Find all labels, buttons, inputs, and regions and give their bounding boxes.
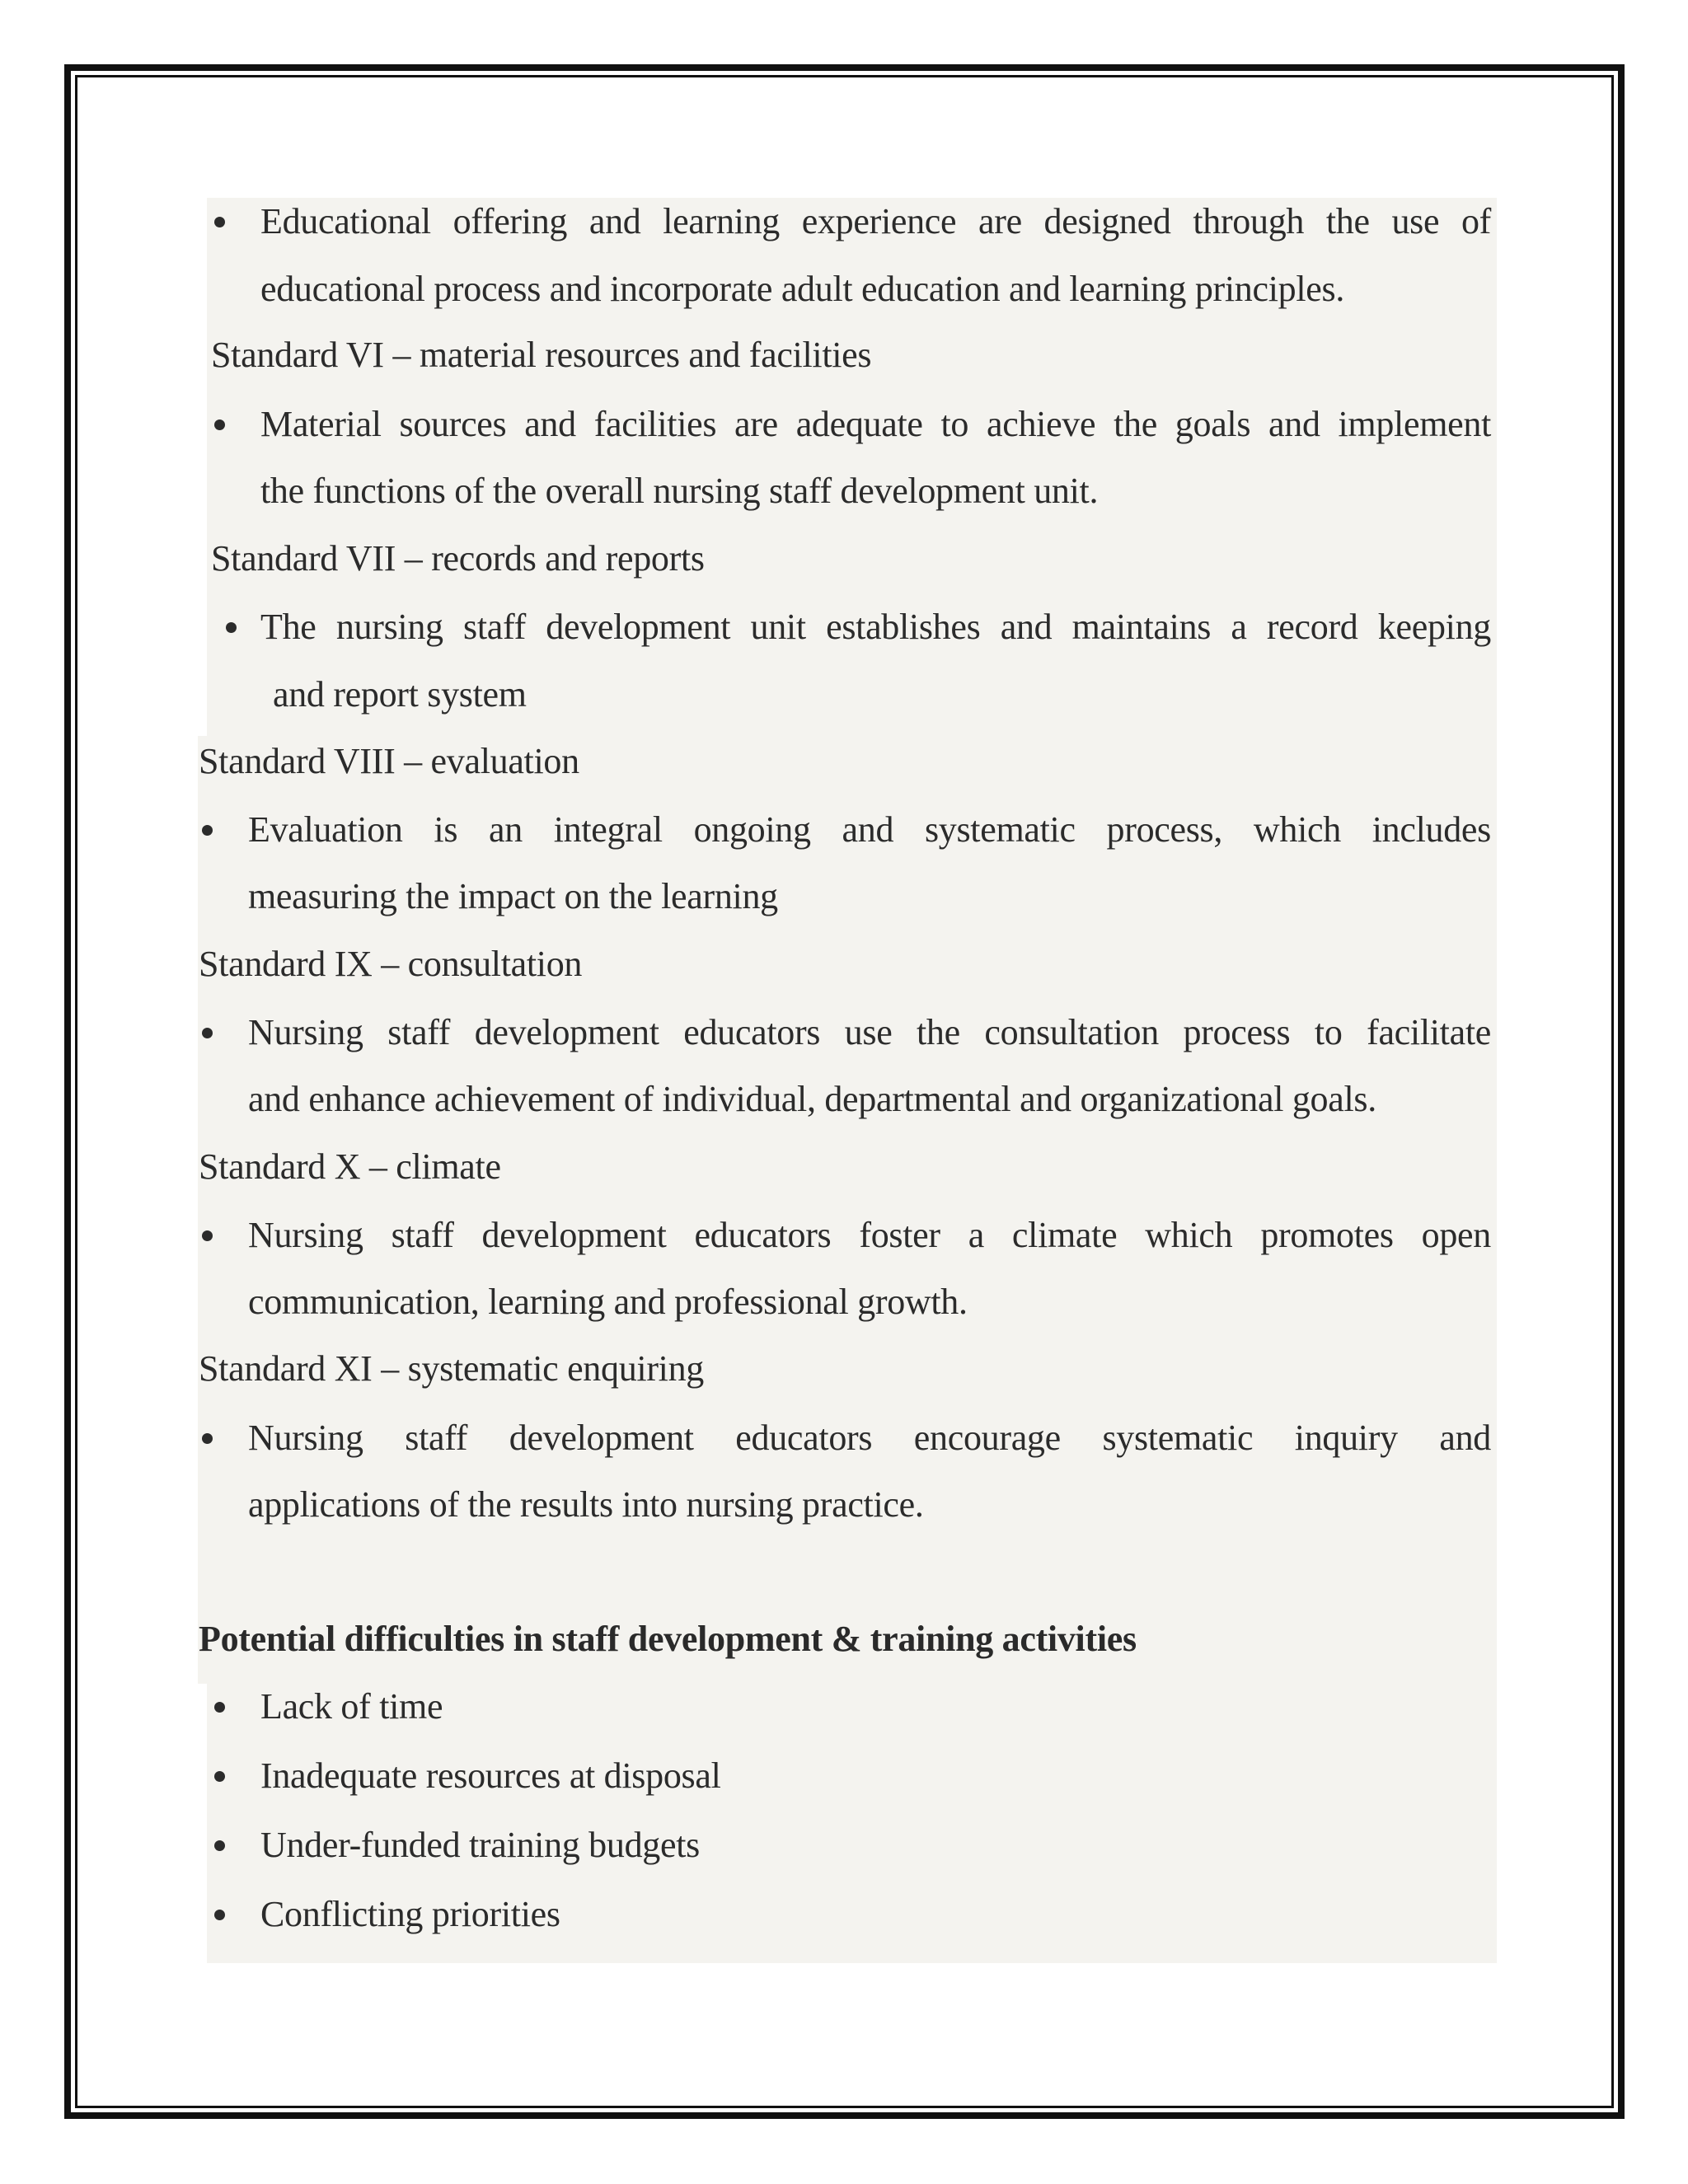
standard-heading: Standard XI – systematic enquiring — [199, 1348, 704, 1389]
standard-heading: Standard X – climate — [199, 1146, 501, 1187]
bullet-icon — [202, 825, 213, 836]
standard-heading: Standard VII – records and reports — [211, 538, 705, 579]
standard-heading: Standard IX – consultation — [199, 944, 583, 984]
bullet-icon — [214, 1840, 225, 1851]
standard-heading: Standard VI – material resources and facilities — [211, 335, 872, 375]
bullet-icon — [214, 419, 225, 430]
list-item-line: Nursing staff development educators use the consultation process to facilitate — [248, 1012, 1491, 1052]
list-item-line: applications of the results into nursing practice. — [248, 1484, 924, 1525]
bullet-icon — [202, 1230, 213, 1241]
bullet-icon — [214, 1771, 225, 1782]
bullet-icon — [214, 217, 225, 227]
list-item: Inadequate resources at disposal — [260, 1755, 721, 1796]
list-item-line: Nursing staff development educators encourage systematic inquiry and — [248, 1418, 1491, 1458]
list-item-line: and report system — [273, 674, 527, 715]
list-item-line: communication, learning and professional growth. — [248, 1282, 968, 1322]
bullet-icon — [214, 1910, 225, 1920]
section-heading: Potential difficulties in staff development & training activities — [199, 1619, 1137, 1659]
bullet-icon — [202, 1028, 213, 1038]
list-item-line: Educational offering and learning experience are designed through the use of — [260, 201, 1491, 241]
list-item-line: The nursing staff development unit establishes and maintains a record keeping — [260, 607, 1491, 647]
list-item: Conflicting priorities — [260, 1894, 560, 1934]
list-item-line: Nursing staff development educators foster a climate which promotes open — [248, 1215, 1491, 1255]
list-item-line: and enhance achievement of individual, departmental and organizational goals. — [248, 1079, 1376, 1119]
list-item-line: measuring the impact on the learning — [248, 876, 778, 916]
standard-heading: Standard VIII – evaluation — [199, 741, 579, 781]
list-item-line: Evaluation is an integral ongoing and systematic process, which includes — [248, 809, 1491, 850]
list-item-line: the functions of the overall nursing staff development unit. — [260, 471, 1099, 511]
bullet-icon — [202, 1433, 213, 1444]
list-item-line: educational process and incorporate adult education and learning principles. — [260, 269, 1345, 309]
bullet-icon — [214, 1702, 225, 1713]
list-item-line: Material sources and facilities are adequate to achieve the goals and implement — [260, 404, 1491, 444]
bullet-icon — [226, 622, 237, 633]
list-item: Under-funded training budgets — [260, 1825, 700, 1865]
list-item: Lack of time — [260, 1686, 443, 1727]
